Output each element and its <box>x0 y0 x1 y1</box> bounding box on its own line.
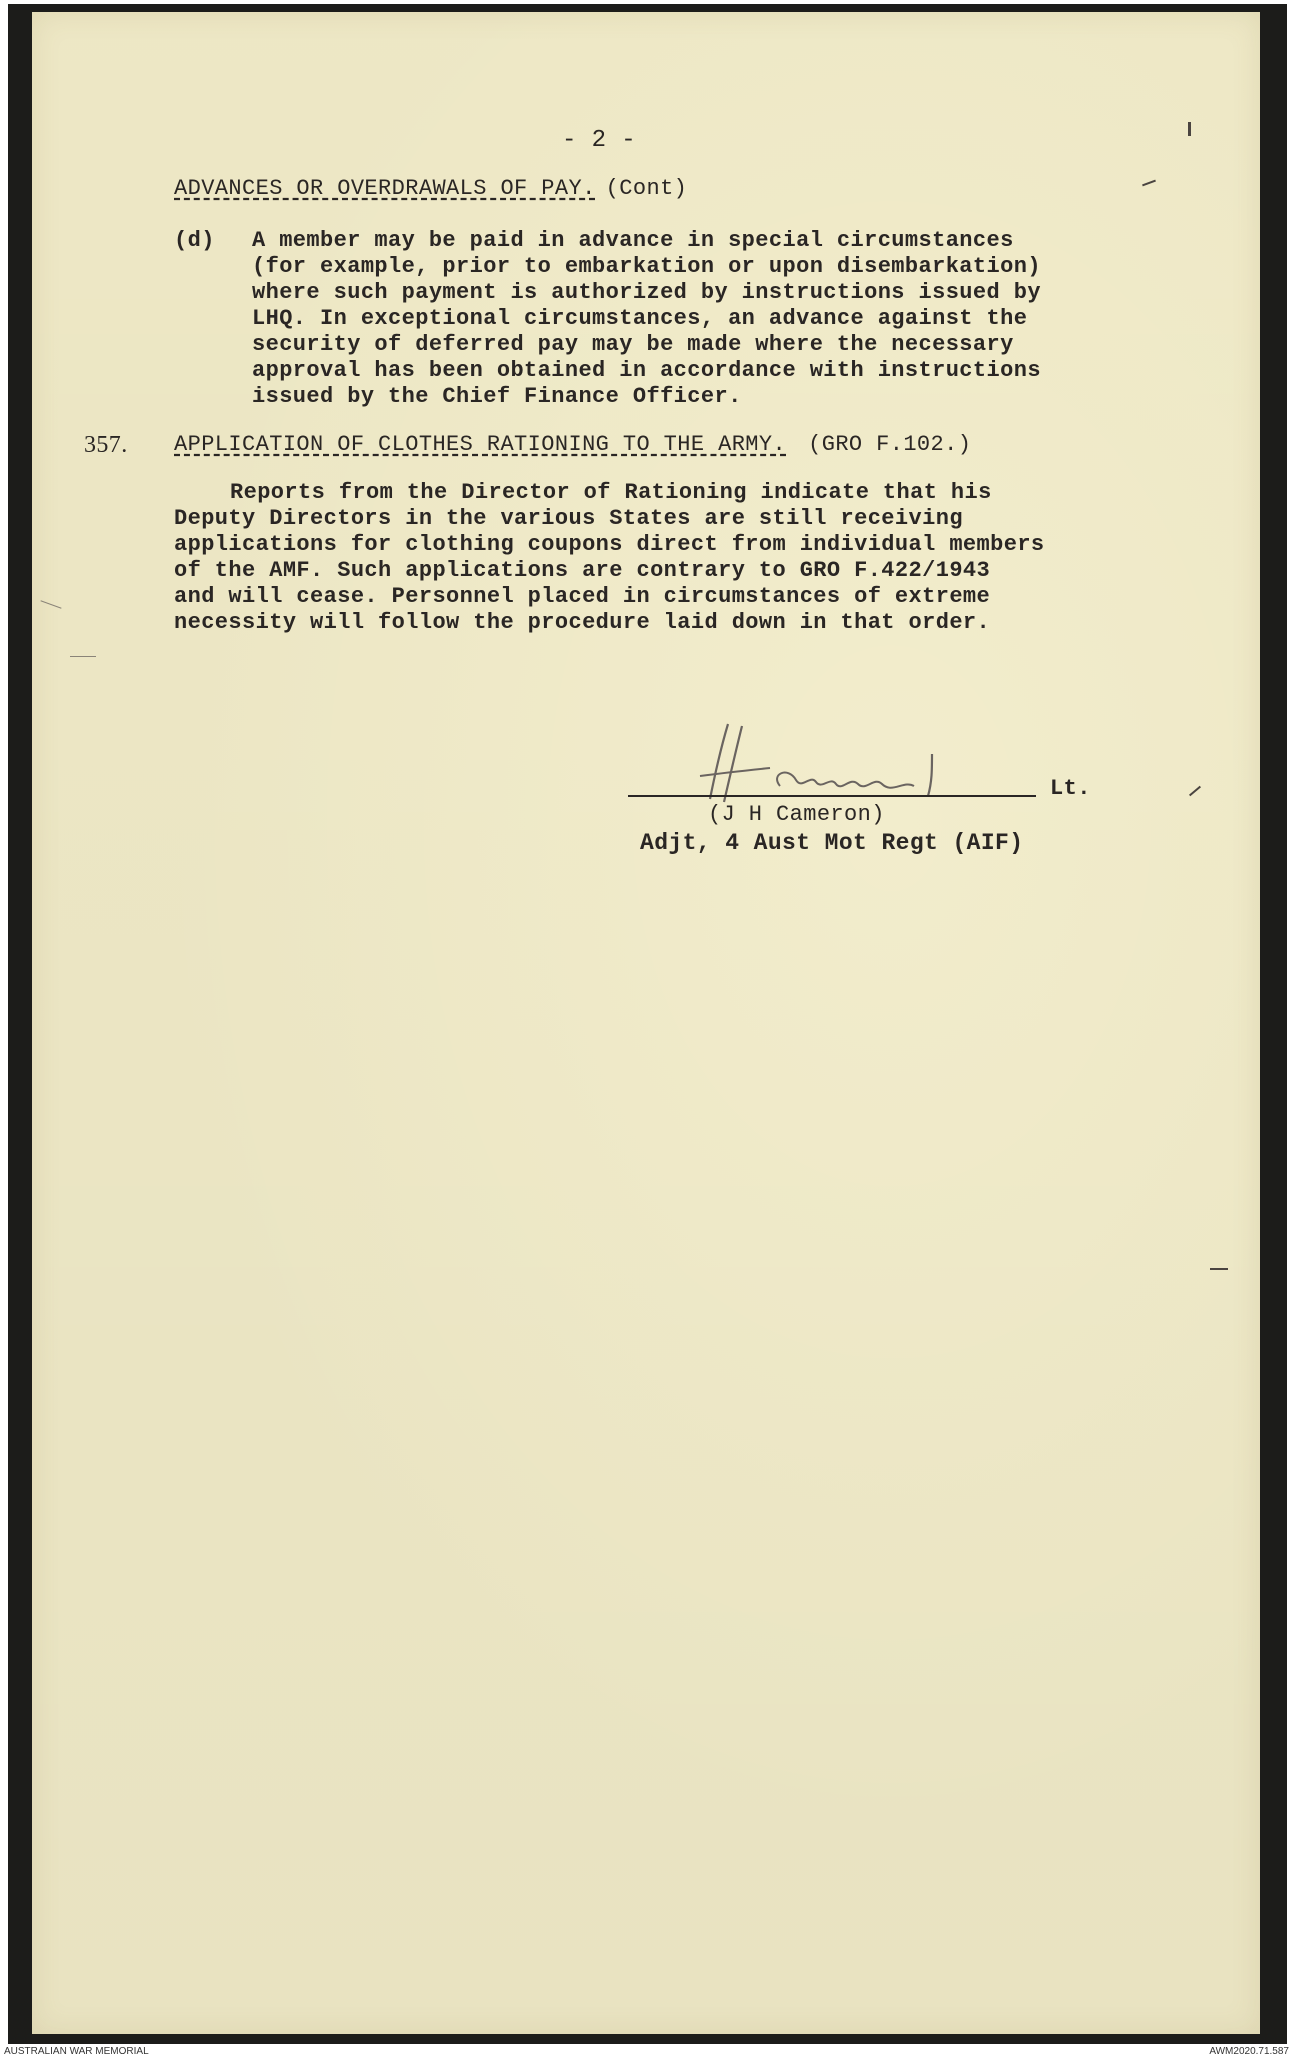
item-357-reference: (GRO F.102.) <box>808 432 972 457</box>
section-heading <box>174 176 687 202</box>
page-number: - 2 - <box>562 127 637 154</box>
margin-mark <box>1188 122 1191 136</box>
paragraph-line: A member may be paid in advance in special circumstances <box>252 228 1014 253</box>
handwritten-signature <box>670 714 1010 814</box>
signatory-rank: Lt. <box>1050 776 1091 801</box>
paragraph-line: of the AMF. Such applications are contrary to GRO F.422/1943 <box>174 558 991 583</box>
margin-mark <box>70 656 96 657</box>
paragraph-line: approval has been obtained in accordance with instructions <box>252 358 1041 383</box>
paragraph-line: Deputy Directors in the various States are still receiving <box>174 506 963 531</box>
footer-credit: AUSTRALIAN WAR MEMORIAL <box>4 2046 149 2057</box>
item-357-paragraph <box>174 480 1154 636</box>
paragraph-line: Reports from the Director of Rationing indicate that his <box>230 480 992 505</box>
footer-catalogue-number: AWM2020.71.587 <box>1209 2046 1289 2057</box>
paragraph-line: where such payment is authorized by instructions issued by <box>252 280 1041 305</box>
item-357-heading-text: APPLICATION OF CLOTHES RATIONING TO THE ARMY. <box>174 432 787 457</box>
item-d-label: (d) <box>174 228 215 253</box>
margin-mark <box>1210 1268 1228 1270</box>
paragraph-line: applications for clothing coupons direct from individual members <box>174 532 1045 557</box>
paragraph-line: security of deferred pay may be made where the necessary <box>252 332 1014 357</box>
paragraph-line: LHQ. In exceptional circumstances, an advance against the <box>252 306 1028 331</box>
signature-line <box>628 795 1036 797</box>
paragraph-line: and will cease. Personnel placed in circumstances of extreme <box>174 584 991 609</box>
paragraph-line: necessity will follow the procedure laid down in that order. <box>174 610 991 635</box>
item-357-number: 357. <box>84 432 128 458</box>
item-d-paragraph <box>252 228 1132 410</box>
paragraph-line: (for example, prior to embarkation or upon disembarkation) <box>252 254 1041 279</box>
section-heading-cont: (Cont) <box>605 176 688 201</box>
paragraph-line: issued by the Chief Finance Officer. <box>252 384 742 409</box>
item-357-heading <box>174 432 971 458</box>
signatory-appointment: Adjt, 4 Aust Mot Regt (AIF) <box>640 830 1024 856</box>
section-heading-text: ADVANCES OR OVERDRAWALS OF PAY. <box>174 176 596 201</box>
signatory-name: (J H Cameron) <box>708 802 885 827</box>
